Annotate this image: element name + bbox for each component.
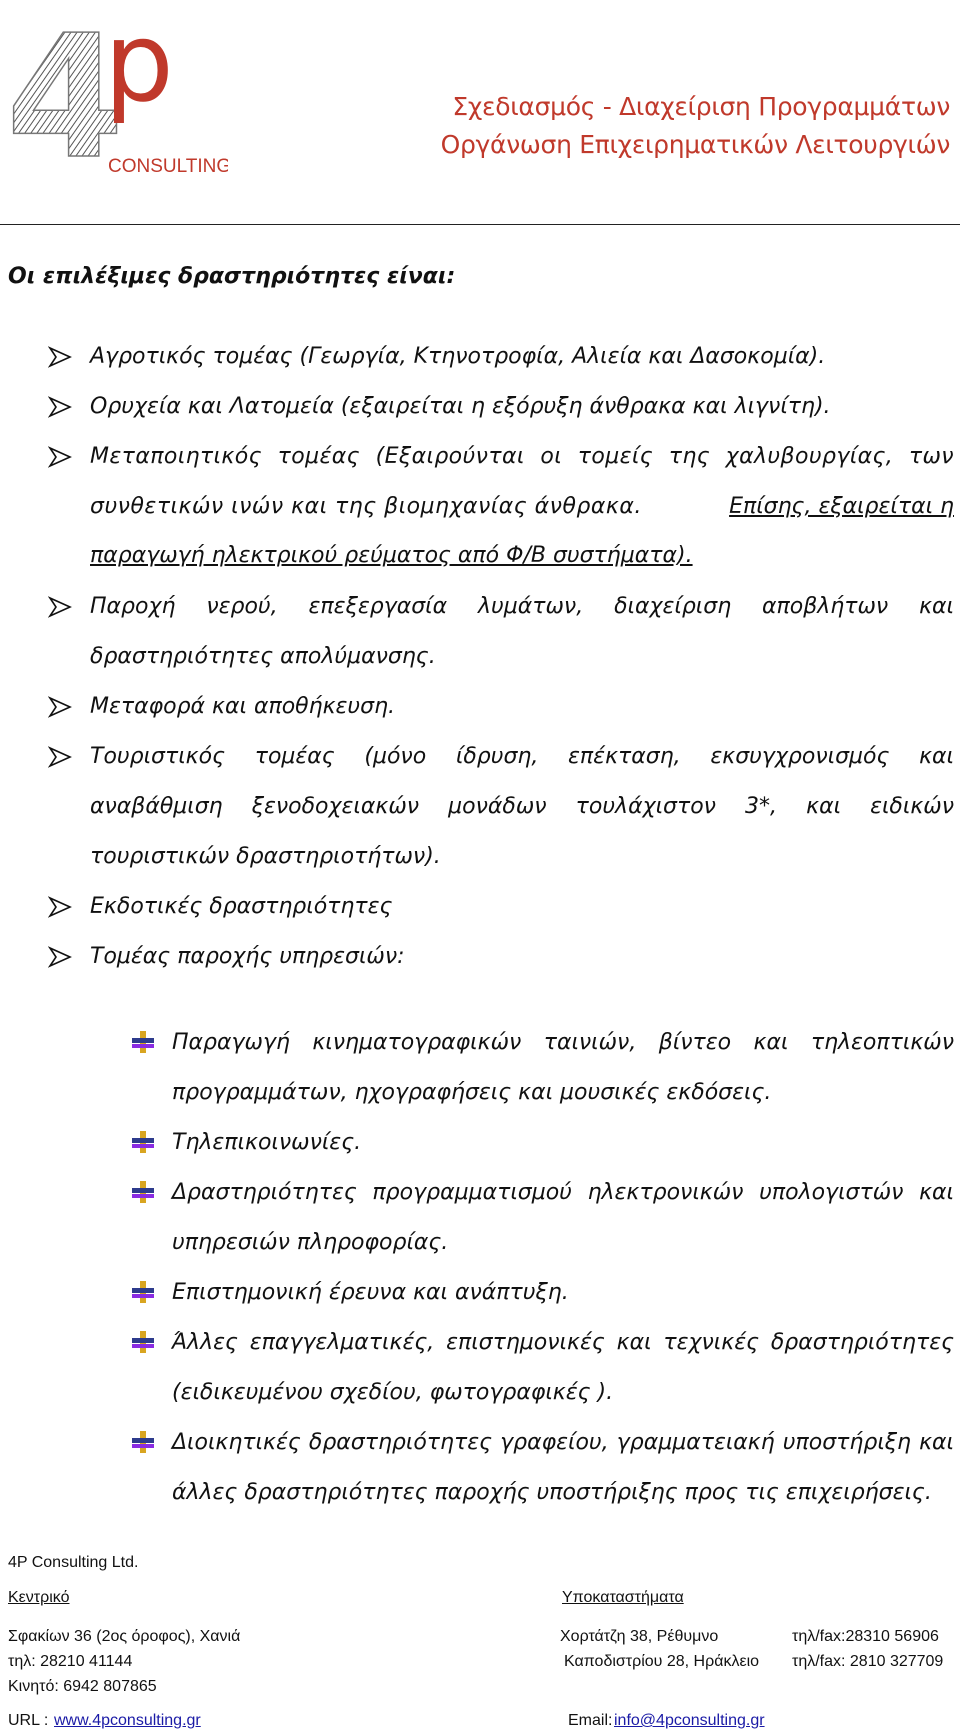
arrow-bullet-icon (48, 596, 72, 618)
footer-branches-label: Υποκαταστήματα (562, 1589, 684, 1606)
list-item: Τουριστικός τομέας (μόνο ίδρυση, επέκταση, εκσυγχρονισμός και (90, 744, 954, 769)
block-bullet-icon (130, 1430, 154, 1454)
sub-list-item-continuation: (ειδικευμένου σχεδίου, φωτογραφικές ). (172, 1380, 614, 1405)
list-item: Μεταφορά και αποθήκευση. (90, 694, 396, 719)
list-item-continuation: παραγωγή ηλεκτρικού ρεύματος από Φ/Β συστήματα). (90, 543, 693, 568)
block-bullet-icon (130, 1330, 154, 1354)
arrow-bullet-icon (48, 446, 72, 468)
tagline-line-2: Οργάνωση Επιχειρηματικών Λειτουργιών (440, 130, 950, 159)
block-bullet-icon (130, 1030, 154, 1054)
footer-branch2-phone: τηλ/fax: 2810 327709 (792, 1653, 944, 1670)
sub-list-item-continuation: υπηρεσιών πληροφορίας. (172, 1230, 449, 1255)
footer-main-address: Σφακίων 36 (2ος όροφος), Χανιά (8, 1628, 241, 1645)
list-item-continuation (90, 494, 954, 519)
list-item: Εκδοτικές δραστηριότητες (90, 894, 393, 919)
footer-main-office-label: Κεντρικό (8, 1589, 70, 1606)
block-bullet-icon (130, 1180, 154, 1204)
list-item-continuation: τουριστικών δραστηριοτήτων). (90, 844, 441, 869)
arrow-bullet-icon (48, 696, 72, 718)
sub-list-item: Δραστηριότητες προγραμματισμού ηλεκτρονικών υπολογιστών και (172, 1180, 954, 1205)
arrow-bullet-icon (48, 746, 72, 768)
company-logo (8, 8, 228, 176)
block-bullet-icon (130, 1280, 154, 1304)
sub-list-item: Τηλεπικοινωνίες. (172, 1130, 362, 1155)
list-item: Αγροτικός τομέας (Γεωργία, Κτηνοτροφία, Αλιεία και Δασοκομία). (90, 344, 826, 369)
footer-url-label: URL : (8, 1712, 49, 1729)
footer-main-phone: τηλ: 28210 41144 (8, 1653, 133, 1670)
list-item-continuation: δραστηριότητες απολύμανσης. (90, 644, 436, 669)
footer-branch1-address: Χορτάτζη 38, Ρέθυμνο (560, 1628, 719, 1645)
list-item: Τομέας παροχής υπηρεσιών: (90, 944, 405, 969)
arrow-bullet-icon (48, 396, 72, 418)
logo-consulting-text: CONSULTING (108, 156, 228, 176)
arrow-bullet-icon (48, 346, 72, 368)
footer-company: 4P Consulting Ltd. (8, 1554, 139, 1571)
footer-branch2-address: Καποδιστρίου 28, Ηράκλειο (564, 1653, 760, 1670)
email-link[interactable]: info@4pconsulting.gr (614, 1712, 765, 1729)
footer-branch1-phone: τηλ/fax:28310 56906 (792, 1628, 939, 1645)
list-item-text: συνθετικών ινών και της βιομηχανίας άνθρακα. (90, 494, 642, 519)
block-bullet-icon (130, 1130, 154, 1154)
list-item (90, 444, 954, 469)
sub-list-item: Άλλες επαγγελματικές, επιστημονικές και τεχνικές δραστηριότητες (172, 1330, 954, 1355)
sub-list-item-continuation: άλλες δραστηριότητες παροχής υποστήριξης προς τις επιχειρήσεις. (172, 1480, 932, 1505)
tagline-line-1: Σχεδιασμός - Διαχείριση Προγραμμάτων (452, 92, 950, 121)
list-item-text: Επίσης, εξαιρείται η (729, 494, 954, 519)
arrow-bullet-icon (48, 896, 72, 918)
justified-text: Μεταποιητικός τομέας (Εξαιρούνται οι τομείς της χαλυβουργίας, των (90, 444, 954, 469)
footer-main-mobile: Κινητό: 6942 807865 (8, 1678, 157, 1695)
sub-list-item-continuation: προγραμμάτων, ηχογραφήσεις και μουσικές εκδόσεις. (172, 1080, 772, 1105)
header-divider (0, 224, 960, 225)
logo-four-mark: 4 (8, 8, 125, 176)
list-item-continuation: αναβάθμιση ξενοδοχειακών μονάδων τουλάχιστον 3*, και ειδικών (90, 794, 954, 819)
sub-list-item: Επιστημονική έρευνα και ανάπτυξη. (172, 1280, 569, 1305)
list-item: Ορυχεία και Λατομεία (εξαιρείται η εξόρυξη άνθρακα και λιγνίτη). (90, 394, 831, 419)
logo-p-mark: p (104, 8, 174, 126)
website-link[interactable]: www.4pconsulting.gr (54, 1712, 201, 1729)
arrow-bullet-icon (48, 946, 72, 968)
footer-email-label: Email: (568, 1712, 613, 1729)
sub-list-item: Διοικητικές δραστηριότητες γραφείου, γραμματειακή υποστήριξη και (172, 1430, 954, 1455)
sub-list-item: Παραγωγή κινηματογραφικών ταινιών, βίντεο και τηλεοπτικών (172, 1030, 954, 1055)
list-item: Παροχή νερού, επεξεργασία λυμάτων, διαχείριση αποβλήτων και (90, 594, 954, 619)
page-heading: Οι επιλέξιμες δραστηριότητες είναι: (8, 264, 456, 289)
